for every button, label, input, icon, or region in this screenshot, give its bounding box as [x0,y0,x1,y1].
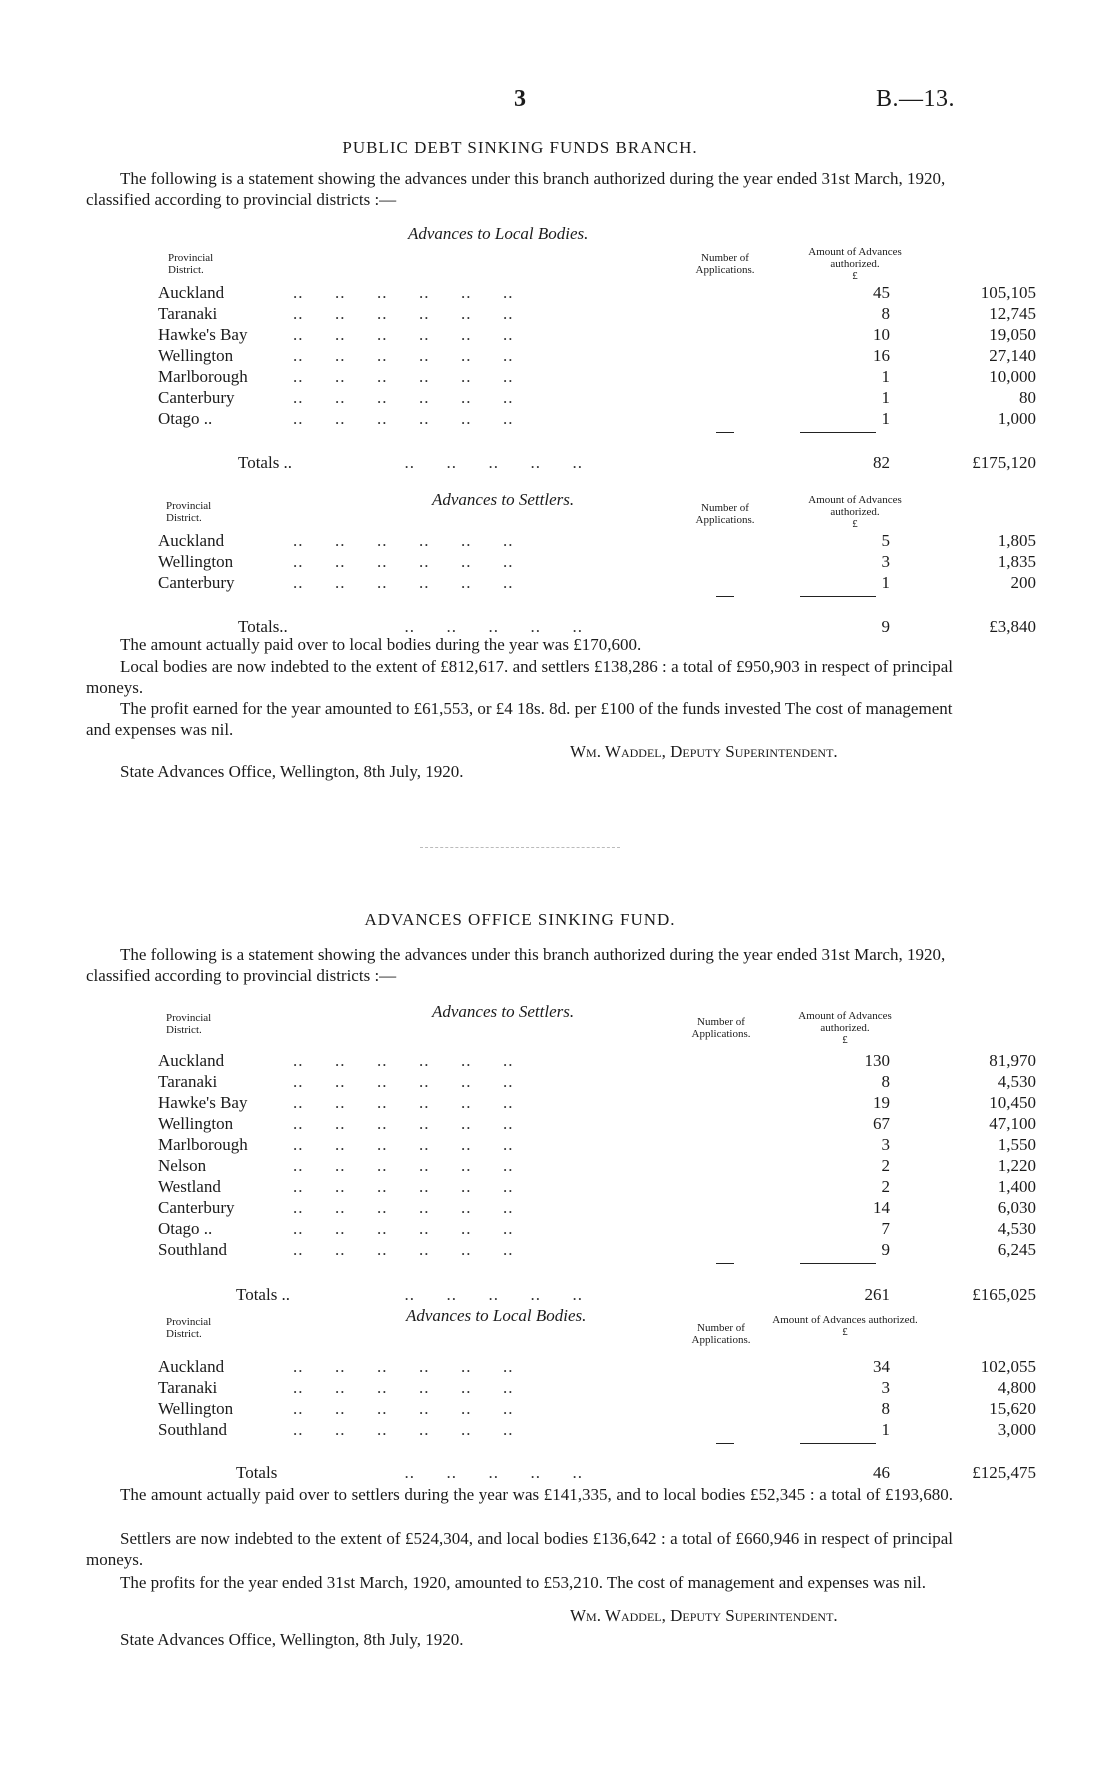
applications-count: 9 [881,1240,890,1259]
amount-total-rule [800,1263,876,1264]
s2-t2-col-number: Number of Applications. [691,1322,751,1346]
s1-t2-heading: Advances to Settlers. [432,490,575,509]
leader-dots: .. .. .. .. .. .. [293,1072,514,1091]
applications-count: 8 [881,1399,890,1418]
number-total-rule [716,432,734,433]
section2-intro: The following is a statement showing the advances under this branch authorized during the year ended 31st March, 1920, classified according to provincial districts :— [86,945,946,985]
applications-count: 19 [873,1093,890,1112]
amount-total-rule [800,1443,876,1444]
s1-t1-col-district: Provincial District. [168,252,214,276]
table-row [158,1155,1036,1176]
table-row [158,324,1036,345]
leader-dots: .. .. .. .. .. [373,453,583,472]
applications-count: 1 [881,1420,890,1439]
totals-label: Totals .. [238,453,293,472]
leader-dots: .. .. .. .. .. .. [293,1399,514,1418]
amount-total-rule [800,432,876,433]
leader-dots: .. .. .. .. .. .. [293,531,514,550]
district-name: Hawke's Bay [158,1093,248,1112]
advance-amount: 6,030 [997,1198,1036,1217]
district-name: Canterbury [158,573,235,592]
advance-amount: 81,970 [989,1051,1036,1070]
district-name: Wellington [158,1114,234,1133]
district-name: Wellington [158,552,234,571]
leader-dots: .. .. .. .. .. .. [293,1051,514,1070]
table-row [158,1218,1036,1239]
district-name: Hawke's Bay [158,325,248,344]
applications-count: 7 [881,1219,890,1238]
table-row [158,1398,1036,1419]
total-amount: £3,840 [989,617,1036,636]
district-name: Southland [158,1420,227,1439]
s2-signature: Wm. Waddel, Deputy Superintendent. [570,1606,838,1625]
applications-count: 1 [881,388,890,407]
advance-amount: 47,100 [989,1114,1036,1133]
leader-dots: .. .. .. .. .. .. [293,1378,514,1397]
applications-count: 34 [873,1357,890,1376]
total-applications: 46 [873,1463,890,1482]
table-row [158,408,1036,429]
leader-dots: .. .. .. .. .. .. [293,325,514,344]
table-row [158,551,1036,572]
total-applications: 261 [864,1285,890,1304]
advance-amount: 1,000 [997,409,1036,428]
s2-t2-heading: Advances to Local Bodies. [406,1306,587,1325]
district-name: Marlborough [158,1135,248,1154]
advance-amount: 105,105 [980,283,1036,302]
s1-t2-col-amount: Amount of Advances authorized. £ [808,494,902,530]
advance-amount: 10,450 [989,1093,1036,1112]
advance-amount: 1,805 [997,531,1036,550]
applications-count: 3 [881,1378,890,1397]
total-amount: £125,475 [972,1463,1036,1482]
s2-para3: The profits for the year ended 31st March, 1920, amounted to £53,210. The cost of management and expenses was nil. [120,1573,927,1592]
leader-dots: .. .. .. .. .. .. [293,1357,514,1376]
s2-para2: Settlers are now indebted to the extent of £524,304, and local bodies £136,642 : a total of £660,946 in respect of principal moneys. [86,1529,953,1569]
advance-amount: 15,620 [989,1399,1036,1418]
section1-intro: The following is a statement showing the advances under this branch authorized during the year ended 31st March, 1920, classified according to provincial districts :— [86,169,946,209]
s2-para1: The amount actually paid over to settlers during the year was £141,335, and to local bodies £52,345 : a total of £193,680. [120,1485,953,1504]
table-row [158,1239,1036,1260]
applications-count: 10 [873,325,890,344]
district-name: Auckland [158,531,225,550]
advance-amount: 6,245 [997,1240,1036,1259]
district-name: Wellington [158,1399,234,1418]
district-name: Auckland [158,1357,225,1376]
leader-dots: .. .. .. .. .. .. [293,573,514,592]
district-name: Canterbury [158,1198,235,1217]
s2-t1-heading: Advances to Settlers. [432,1002,575,1021]
district-name: Auckland [158,1051,225,1070]
table-row [158,572,1036,593]
table-row [158,1134,1036,1155]
applications-count: 8 [881,1072,890,1091]
leader-dots: .. .. .. .. .. [373,617,583,636]
table-row [158,366,1036,387]
district-name: Wellington [158,346,234,365]
table-row [158,1071,1036,1092]
leader-dots: .. .. .. .. .. .. [293,367,514,386]
total-applications: 82 [873,453,890,472]
s2-t1-col-district: Provincial District. [166,1012,212,1036]
number-total-rule [716,1263,734,1264]
applications-count: 2 [881,1177,890,1196]
s1-t1-col-amount: Amount of Advances authorized. £ [808,246,902,282]
applications-count: 2 [881,1156,890,1175]
leader-dots: .. .. .. .. .. .. [293,1093,514,1112]
advance-amount: 4,530 [997,1072,1036,1091]
leader-dots: .. .. .. .. .. .. [293,388,514,407]
table-row [158,1197,1036,1218]
section2-title: ADVANCES OFFICE SINKING FUND. [364,910,676,929]
leader-dots: .. .. .. .. .. .. [293,1135,514,1154]
applications-count: 130 [864,1051,890,1070]
amount-total-rule [800,596,876,597]
applications-count: 14 [873,1198,890,1217]
s1-para2: Local bodies are now indebted to the extent of £812,617. and settlers £138,286 : a total of £950,903 in respect of principal moneys. [86,657,953,697]
applications-count: 16 [873,346,890,365]
applications-count: 3 [881,1135,890,1154]
s1-para1: The amount actually paid over to local bodies during the year was £170,600. [120,635,642,654]
district-name: Otago .. [158,409,213,428]
page-number: 3 [514,86,526,112]
number-total-rule [716,596,734,597]
leader-dots: .. .. .. .. .. .. [293,409,514,428]
applications-count: 1 [881,409,890,428]
total-applications: 9 [881,617,890,636]
advance-amount: 4,800 [997,1378,1036,1397]
totals-label: Totals.. [238,617,288,636]
advance-amount: 102,055 [980,1357,1036,1376]
s1-t1-col-number: Number of Applications. [695,252,755,276]
applications-count: 1 [881,367,890,386]
s1-t1-heading: Advances to Local Bodies. [408,224,589,243]
leader-dots: .. .. .. .. .. .. [293,304,514,323]
applications-count: 1 [881,573,890,592]
number-total-rule [716,1443,734,1444]
totals-row [158,1284,1036,1305]
district-name: Nelson [158,1156,207,1175]
section-separator [420,847,620,848]
s2-place-date: State Advances Office, Wellington, 8th July, 1920. [120,1630,464,1649]
totals-row [158,452,1036,473]
s1-signature: Wm. Waddel, Deputy Superintendent. [570,742,838,761]
advance-amount: 27,140 [989,346,1036,365]
table-row [158,530,1036,551]
district-name: Auckland [158,283,225,302]
table-row [158,345,1036,366]
advance-amount: 80 [1019,388,1036,407]
advance-amount: 3,000 [997,1420,1036,1439]
table-row [158,1176,1036,1197]
s2-t1-col-number: Number of Applications. [691,1016,751,1040]
table-row [158,1419,1036,1440]
totals-label: Totals [236,1463,278,1482]
advance-amount: 1,835 [997,552,1036,571]
s1-t2-col-number: Number of Applications. [695,502,755,526]
leader-dots: .. .. .. .. .. .. [293,1114,514,1133]
district-name: Otago .. [158,1219,213,1238]
leader-dots: .. .. .. .. .. .. [293,1198,514,1217]
leader-dots: .. .. .. .. .. .. [293,1219,514,1238]
table-row [158,303,1036,324]
leader-dots: .. .. .. .. .. .. [293,1177,514,1196]
leader-dots: .. .. .. .. .. .. [293,346,514,365]
table-row [158,1092,1036,1113]
leader-dots: .. .. .. .. .. .. [293,283,514,302]
leader-dots: .. .. .. .. .. .. [293,552,514,571]
applications-count: 67 [873,1114,890,1133]
section1-title: PUBLIC DEBT SINKING FUNDS BRANCH. [342,138,698,157]
total-amount: £175,120 [972,453,1036,472]
s2-t2-col-amount: Amount of Advances authorized. £ [772,1314,918,1338]
applications-count: 45 [873,283,890,302]
advance-amount: 1,550 [997,1135,1036,1154]
leader-dots: .. .. .. .. .. [373,1463,583,1482]
district-name: Taranaki [158,1378,218,1397]
district-name: Westland [158,1177,221,1196]
s1-t2-col-district: Provincial District. [166,500,212,524]
advance-amount: 200 [1010,573,1036,592]
s1-place-date: State Advances Office, Wellington, 8th July, 1920. [120,762,464,781]
table-row [158,387,1036,408]
applications-count: 5 [881,531,890,550]
leader-dots: .. .. .. .. .. .. [293,1240,514,1259]
advance-amount: 4,530 [997,1219,1036,1238]
district-name: Southland [158,1240,227,1259]
leader-dots: .. .. .. .. .. .. [293,1420,514,1439]
leader-dots: .. .. .. .. .. [373,1285,583,1304]
applications-count: 8 [881,304,890,323]
applications-count: 3 [881,552,890,571]
advance-amount: 12,745 [989,304,1036,323]
advance-amount: 1,400 [997,1177,1036,1196]
totals-label: Totals .. [236,1285,291,1304]
s1-para3: The profit earned for the year amounted to £61,553, or £4 18s. 8d. per £100 of the funds invested The cost of management and expenses was nil. [86,699,953,739]
district-name: Marlborough [158,367,248,386]
total-amount: £165,025 [972,1285,1036,1304]
table-row [158,1050,1036,1071]
s2-t1-col-amount: Amount of Advances authorized. £ [798,1010,892,1046]
advance-amount: 19,050 [989,325,1036,344]
table-row [158,1113,1036,1134]
s2-t2-col-district: Provincial District. [166,1316,212,1340]
district-name: Taranaki [158,304,218,323]
table-row [158,282,1036,303]
document-reference: B.—13. [876,86,956,112]
district-name: Taranaki [158,1072,218,1091]
advance-amount: 1,220 [997,1156,1036,1175]
leader-dots: .. .. .. .. .. .. [293,1156,514,1175]
totals-row [158,1462,1036,1483]
advance-amount: 10,000 [989,367,1036,386]
table-row [158,1356,1036,1377]
table-row [158,1377,1036,1398]
district-name: Canterbury [158,388,235,407]
